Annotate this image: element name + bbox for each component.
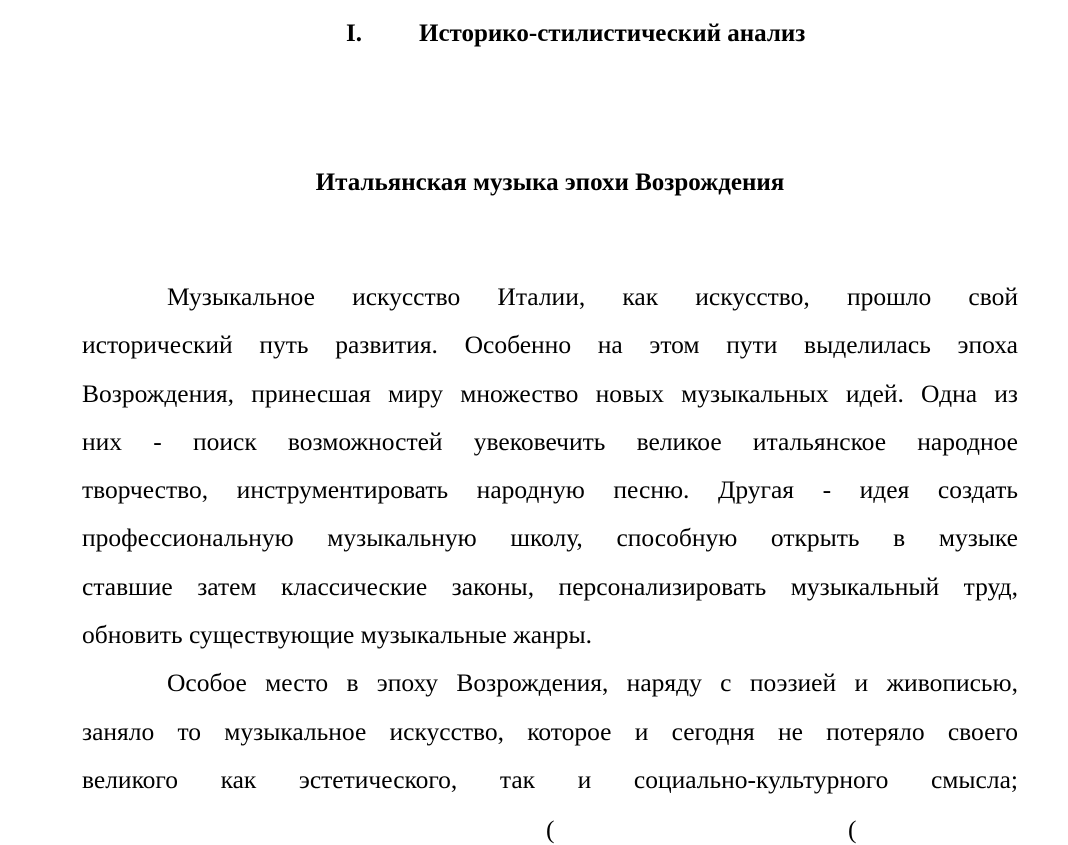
text-line: них - поиск возможностей увековечить великое итальянское народное bbox=[82, 426, 1018, 456]
text-line: творчество, инструментировать народную песню. Другая - идея создать bbox=[82, 475, 1018, 505]
text-line: Музыкальное искусство Италии, как искусство, прошло свой bbox=[167, 282, 1018, 311]
cut-off-text-line bbox=[0, 803, 1068, 844]
section-heading bbox=[0, 17, 1068, 51]
paragraph-2 bbox=[82, 659, 1018, 804]
cut-off-glyph: ( bbox=[848, 815, 857, 844]
text-line: обновить существующие музыкальные жанры. bbox=[82, 620, 592, 650]
cut-off-glyph: ( bbox=[546, 815, 555, 844]
text-line: Возрождения, принесшая миру множество новых музыкальных идей. Одна из bbox=[82, 378, 1018, 408]
text-line: ставшие затем классические законы, персонализировать музыкальный труд, bbox=[82, 571, 1018, 601]
text-line: заняло то музыкальное искусство, которое и сегодня не потеряло своего bbox=[82, 716, 1018, 746]
text-line: исторический путь развития. Особенно на этом пути выделилась эпоха bbox=[82, 330, 1018, 360]
section-number: I. bbox=[346, 20, 362, 47]
text-line: великого как эстетического, так и социально-культурного смысла; bbox=[82, 764, 1018, 794]
text-line: Особое место в эпоху Возрождения, наряду с поэзией и живописью, bbox=[167, 668, 1018, 698]
section-title: Историко-стилистический анализ bbox=[419, 20, 806, 47]
paragraph-1 bbox=[82, 273, 1018, 659]
body-text bbox=[82, 273, 1018, 804]
chapter-subtitle: Итальянская музыка эпохи Возрождения bbox=[315, 169, 785, 196]
text-line: профессиональную музыкальную школу, способную открыть в музыке bbox=[82, 523, 1018, 553]
